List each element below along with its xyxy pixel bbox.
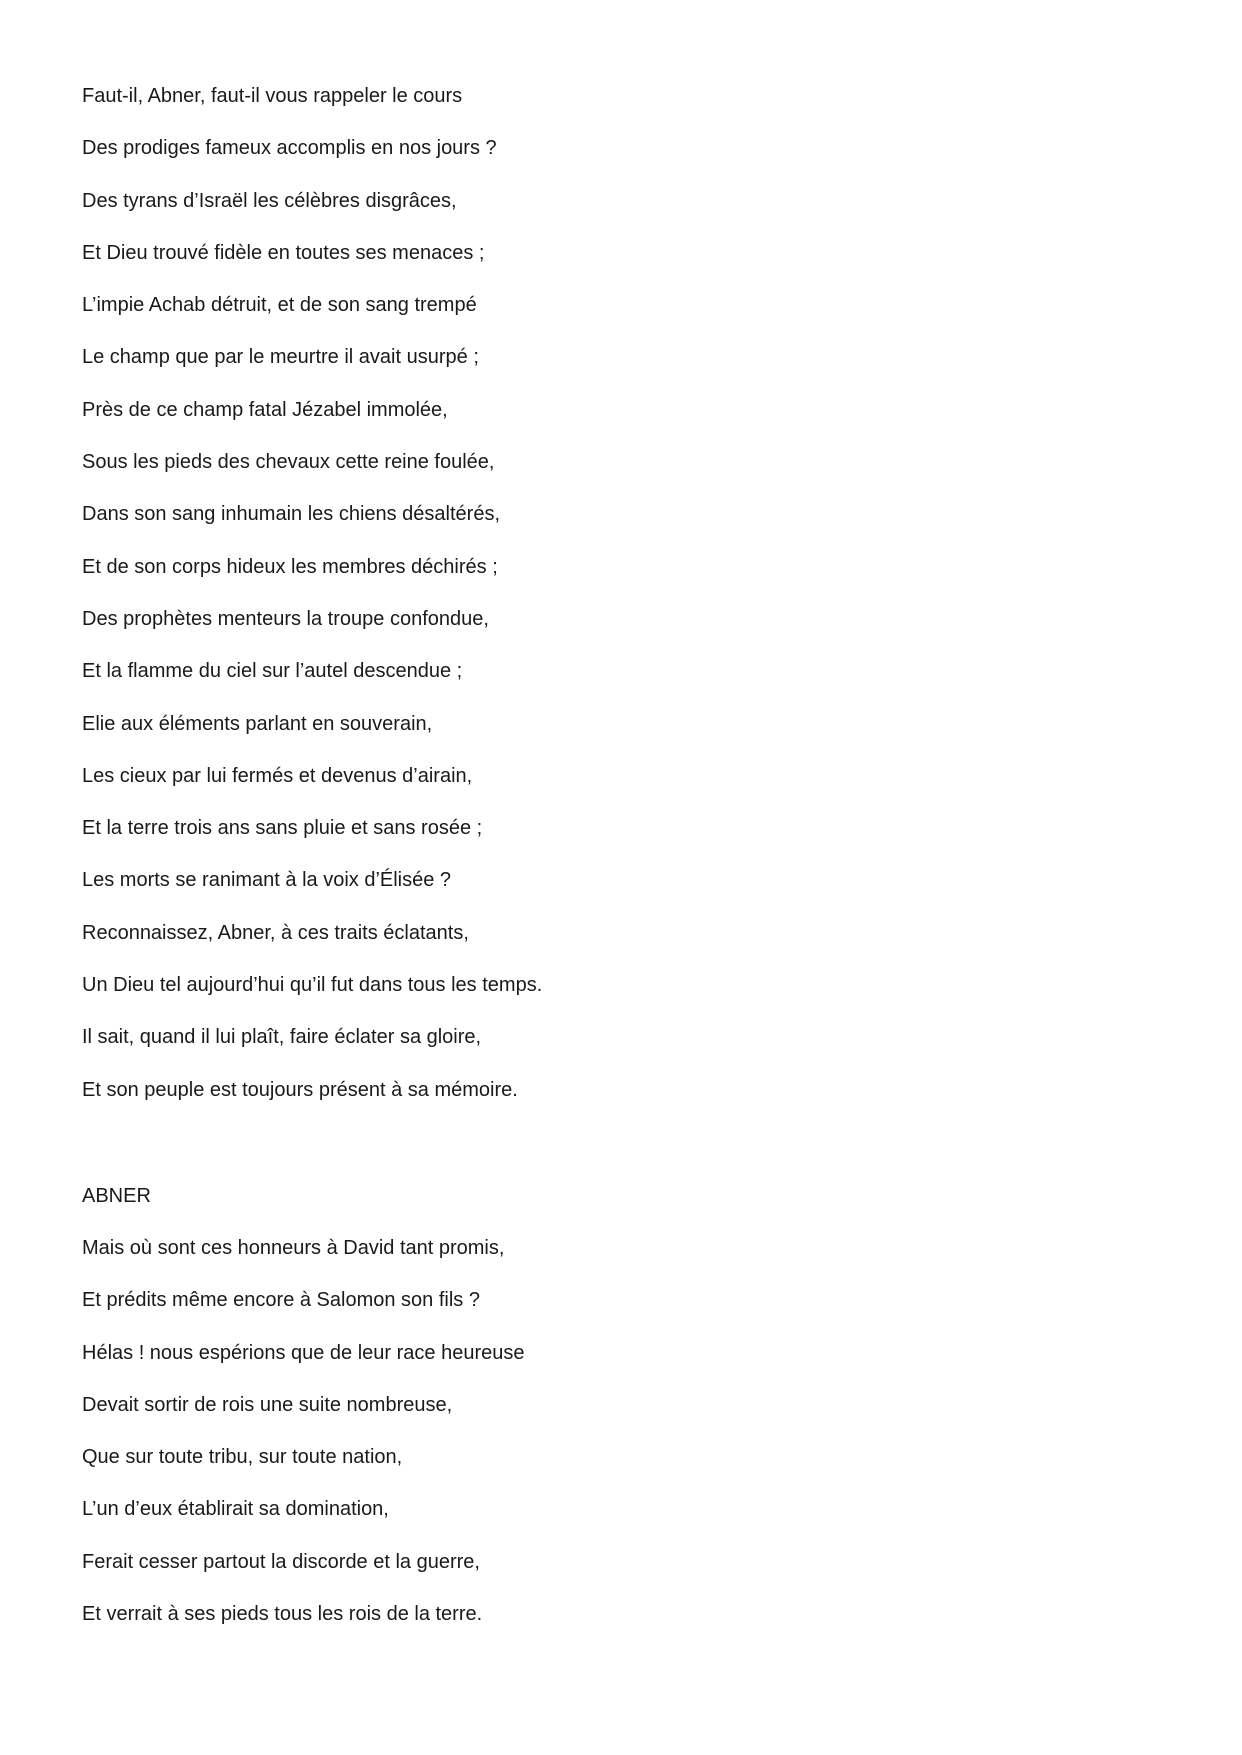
verse-line: Et verrait à ses pieds tous les rois de la terre. (82, 1603, 483, 1626)
verse-line: Devait sortir de rois une suite nombreuse, (82, 1393, 453, 1416)
verse-line: Les morts se ranimant à la voix d’Élisée ? (82, 869, 452, 892)
verse-line: Mais où sont ces honneurs à David tant promis, (82, 1237, 505, 1259)
verse-line: Et la terre trois ans sans pluie et sans rosée ; (82, 817, 483, 840)
verse-line: Et prédits même encore à Salomon son fils ? (82, 1289, 480, 1312)
verse-line: Et la flamme du ciel sur l’autel descendue ; (82, 660, 463, 683)
verse-line: Des tyrans d’Israël les célèbres disgrâces, (82, 189, 457, 212)
verse-line: Des prodiges fameux accomplis en nos jours ? (82, 137, 497, 160)
verse-passage-1 (82, 70, 542, 1116)
verse-line: Dans son sang inhumain les chiens désaltérés, (82, 503, 501, 526)
verse-line: Il sait, quand il lui plaît, faire éclater sa gloire, (82, 1026, 482, 1049)
verse-line: Et Dieu trouvé fidèle en toutes ses menaces ; (82, 241, 485, 264)
verse-line: Ferait cesser partout la discorde et la guerre, (82, 1550, 480, 1573)
verse-line: Un Dieu tel aujourd’hui qu’il fut dans tous les temps. (82, 974, 543, 997)
speaker-name: ABNER (82, 1185, 151, 1207)
verse-line: L’impie Achab détruit, et de son sang trempé (82, 294, 477, 317)
verse-line: Que sur toute tribu, sur toute nation, (82, 1446, 403, 1469)
speaker-name-block (82, 1170, 151, 1222)
verse-line: Faut-il, Abner, faut-il vous rappeler le cours (82, 85, 463, 107)
verse-line: Les cieux par lui fermés et devenus d’airain, (82, 764, 473, 787)
verse-line: Sous les pieds des chevaux cette reine foulée, (82, 451, 495, 474)
verse-line: L’un d’eux établirait sa domination, (82, 1498, 389, 1521)
verse-line: Et son peuple est toujours présent à sa mémoire. (82, 1078, 518, 1101)
verse-line: Le champ que par le meurtre il avait usurpé ; (82, 346, 479, 369)
verse-line: Et de son corps hideux les membres déchirés ; (82, 555, 498, 578)
verse-line: Reconnaissez, Abner, à ces traits éclatants, (82, 921, 469, 944)
verse-line: Hélas ! nous espérions que de leur race heureuse (82, 1341, 525, 1364)
verse-line: Elie aux éléments parlant en souverain, (82, 712, 433, 735)
verse-passage-2 (82, 1222, 525, 1640)
verse-line: Près de ce champ fatal Jézabel immolée, (82, 398, 448, 421)
verse-line: Des prophètes menteurs la troupe confondue, (82, 607, 489, 630)
